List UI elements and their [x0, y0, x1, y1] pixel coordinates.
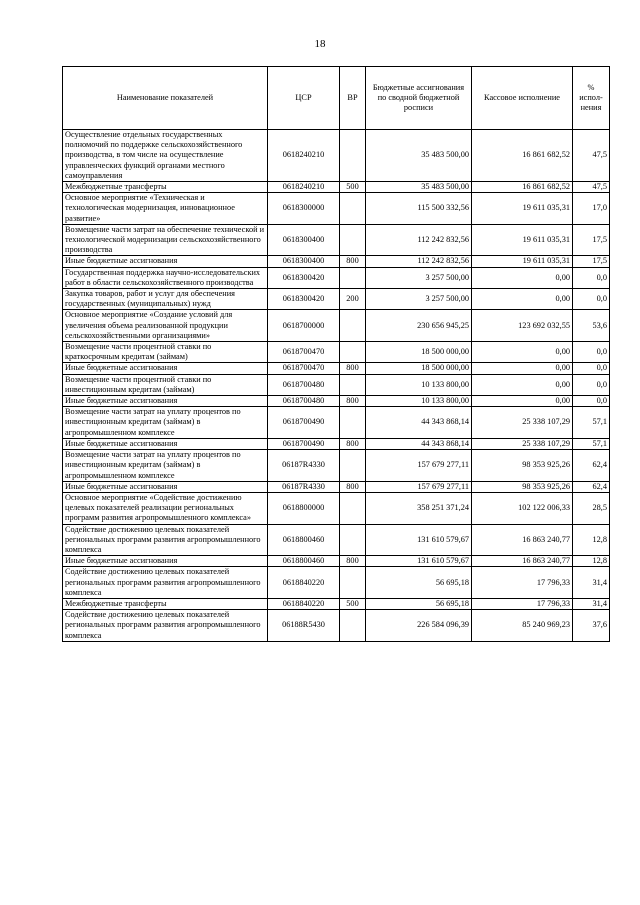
row-csr: 0618240210 [268, 130, 340, 182]
row-percent: 0,0 [573, 267, 610, 288]
header-cash: Кассовое исполнение [472, 67, 573, 130]
row-cash: 25 338 107,29 [472, 438, 573, 449]
row-cash: 0,00 [472, 289, 573, 310]
row-csr: 0618700470 [268, 363, 340, 374]
row-percent: 12,8 [573, 524, 610, 556]
row-budget: 56 695,18 [366, 567, 472, 599]
row-name: Возмещение части процентной ставки по краткосрочным кредитам (займам) [63, 342, 268, 363]
row-vr [340, 342, 366, 363]
row-name: Содействие достижению целевых показателей региональных программ развития агропромышленного комплекса [63, 524, 268, 556]
row-name: Содействие достижению целевых показателей региональных программ развития агропромышленного комплекса [63, 610, 268, 642]
row-percent: 31,4 [573, 598, 610, 609]
row-csr: 0618800460 [268, 556, 340, 567]
row-name: Иные бюджетные ассигнования [63, 556, 268, 567]
header-name: Наименование показателей [63, 67, 268, 130]
row-cash: 19 611 035,31 [472, 193, 573, 225]
table-row [63, 492, 610, 524]
row-name: Межбюджетные трансферты [63, 182, 268, 193]
row-percent: 0,0 [573, 396, 610, 407]
row-budget: 112 242 832,56 [366, 256, 472, 267]
row-cash: 16 861 682,52 [472, 182, 573, 193]
header-budget: Бюджетные ассигнования по сводной бюджетной росписи [366, 67, 472, 130]
row-cash: 0,00 [472, 396, 573, 407]
budget-execution-table [62, 66, 610, 642]
table-row [63, 224, 610, 256]
row-vr [340, 374, 366, 395]
table-row [63, 481, 610, 492]
row-name: Возмещение части затрат на уплату процентов по инвестиционным кредитам (займам) в агропромышленном комплексе [63, 407, 268, 439]
table-row [63, 610, 610, 642]
row-name: Содействие достижению целевых показателей региональных программ развития агропромышленного комплекса [63, 567, 268, 599]
row-percent: 47,5 [573, 182, 610, 193]
row-csr: 0618700470 [268, 342, 340, 363]
header-csr: ЦСР [268, 67, 340, 130]
row-cash: 123 692 032,55 [472, 310, 573, 342]
row-name: Осуществление отдельных государственных полномочий по поддержке сельскохозяйственного производства, в том числе на осуществление управленческих функций органами местного самоуправления [63, 130, 268, 182]
table-body [63, 130, 610, 642]
row-budget: 10 133 800,00 [366, 396, 472, 407]
table-row [63, 598, 610, 609]
row-vr: 800 [340, 438, 366, 449]
row-csr: 0618300400 [268, 256, 340, 267]
row-percent: 28,5 [573, 492, 610, 524]
row-vr [340, 567, 366, 599]
row-budget: 44 343 868,14 [366, 407, 472, 439]
row-percent: 17,0 [573, 193, 610, 225]
row-budget: 112 242 832,56 [366, 224, 472, 256]
table-row [63, 267, 610, 288]
row-budget: 56 695,18 [366, 598, 472, 609]
row-cash: 0,00 [472, 342, 573, 363]
row-csr: 0618300000 [268, 193, 340, 225]
row-vr [340, 267, 366, 288]
row-cash: 17 796,33 [472, 567, 573, 599]
row-budget: 115 500 332,56 [366, 193, 472, 225]
row-percent: 57,1 [573, 438, 610, 449]
row-name: Иные бюджетные ассигнования [63, 256, 268, 267]
row-budget: 10 133 800,00 [366, 374, 472, 395]
table-row [63, 289, 610, 310]
row-name: Государственная поддержка научно-исследовательских работ в области сельскохозяйственного производства [63, 267, 268, 288]
table-row [63, 310, 610, 342]
row-vr: 800 [340, 363, 366, 374]
row-percent: 17,5 [573, 256, 610, 267]
row-name: Иные бюджетные ассигнования [63, 481, 268, 492]
table-row [63, 363, 610, 374]
page-number: 18 [314, 38, 326, 50]
row-cash: 85 240 969,23 [472, 610, 573, 642]
row-name: Возмещение части процентной ставки по инвестиционным кредитам (займам) [63, 374, 268, 395]
row-budget: 35 483 500,00 [366, 182, 472, 193]
row-budget: 230 656 945,25 [366, 310, 472, 342]
row-cash: 0,00 [472, 363, 573, 374]
row-vr: 800 [340, 256, 366, 267]
row-percent: 31,4 [573, 567, 610, 599]
row-name: Основное мероприятие «Создание условий для увеличения объема реализованной продукции сельскохозяйственными организациями» [63, 310, 268, 342]
row-name: Иные бюджетные ассигнования [63, 363, 268, 374]
table-row [63, 438, 610, 449]
row-cash: 16 861 682,52 [472, 130, 573, 182]
table-row [63, 130, 610, 182]
row-budget: 131 610 579,67 [366, 524, 472, 556]
row-name: Возмещение части затрат на обеспечение технической и технологической модернизации сельскохозяйственного производства [63, 224, 268, 256]
header-percent: % испол-нения [573, 67, 610, 130]
row-vr: 200 [340, 289, 366, 310]
row-percent: 0,0 [573, 342, 610, 363]
row-cash: 0,00 [472, 374, 573, 395]
table-header [63, 67, 610, 130]
table-row [63, 556, 610, 567]
row-vr [340, 407, 366, 439]
row-name: Закупка товаров, работ и услуг для обеспечения государственных (муниципальных) нужд [63, 289, 268, 310]
row-cash: 16 863 240,77 [472, 556, 573, 567]
row-cash: 19 611 035,31 [472, 224, 573, 256]
row-vr [340, 130, 366, 182]
row-name: Иные бюджетные ассигнования [63, 438, 268, 449]
row-percent: 62,4 [573, 450, 610, 482]
row-csr: 0618700490 [268, 407, 340, 439]
header-vr: ВР [340, 67, 366, 130]
row-vr: 500 [340, 182, 366, 193]
row-csr: 0618840220 [268, 567, 340, 599]
row-percent: 62,4 [573, 481, 610, 492]
row-csr: 0618840220 [268, 598, 340, 609]
row-budget: 3 257 500,00 [366, 267, 472, 288]
row-vr [340, 450, 366, 482]
row-csr: 0618700480 [268, 374, 340, 395]
row-csr: 0618300420 [268, 289, 340, 310]
row-vr [340, 492, 366, 524]
row-budget: 18 500 000,00 [366, 342, 472, 363]
row-csr: 0618700000 [268, 310, 340, 342]
row-percent: 12,8 [573, 556, 610, 567]
row-csr: 0618800000 [268, 492, 340, 524]
row-csr: 0618700490 [268, 438, 340, 449]
row-csr: 06188R5430 [268, 610, 340, 642]
row-vr: 500 [340, 598, 366, 609]
row-csr: 06187R4330 [268, 481, 340, 492]
table-row [63, 524, 610, 556]
table-row [63, 396, 610, 407]
header-row [63, 67, 610, 130]
row-cash: 98 353 925,26 [472, 481, 573, 492]
row-csr: 0618800460 [268, 524, 340, 556]
row-budget: 3 257 500,00 [366, 289, 472, 310]
table-row [63, 182, 610, 193]
table-row [63, 374, 610, 395]
row-cash: 0,00 [472, 267, 573, 288]
table-row [63, 342, 610, 363]
row-percent: 37,6 [573, 610, 610, 642]
row-budget: 358 251 371,24 [366, 492, 472, 524]
row-budget: 157 679 277,11 [366, 481, 472, 492]
row-cash: 17 796,33 [472, 598, 573, 609]
row-percent: 0,0 [573, 363, 610, 374]
row-cash: 98 353 925,26 [472, 450, 573, 482]
row-csr: 0618300420 [268, 267, 340, 288]
row-cash: 25 338 107,29 [472, 407, 573, 439]
row-csr: 0618240210 [268, 182, 340, 193]
row-budget: 18 500 000,00 [366, 363, 472, 374]
row-budget: 226 584 096,39 [366, 610, 472, 642]
row-name: Основное мероприятие «Содействие достижению целевых показателей реализации региональных программ развития агропромышленного комплекса» [63, 492, 268, 524]
row-name: Основное мероприятие «Техническая и технологическая модернизация, инновационное развитие» [63, 193, 268, 225]
row-vr: 800 [340, 481, 366, 492]
row-cash: 102 122 006,33 [472, 492, 573, 524]
row-budget: 44 343 868,14 [366, 438, 472, 449]
row-vr [340, 610, 366, 642]
row-csr: 0618700480 [268, 396, 340, 407]
row-budget: 157 679 277,11 [366, 450, 472, 482]
row-vr: 800 [340, 556, 366, 567]
row-budget: 131 610 579,67 [366, 556, 472, 567]
row-percent: 57,1 [573, 407, 610, 439]
table-row [63, 256, 610, 267]
row-csr: 06187R4330 [268, 450, 340, 482]
table-row [63, 567, 610, 599]
row-percent: 53,6 [573, 310, 610, 342]
row-percent: 0,0 [573, 374, 610, 395]
table-row [63, 407, 610, 439]
row-name: Межбюджетные трансферты [63, 598, 268, 609]
row-percent: 0,0 [573, 289, 610, 310]
row-vr [340, 310, 366, 342]
row-cash: 16 863 240,77 [472, 524, 573, 556]
row-vr: 800 [340, 396, 366, 407]
row-percent: 47,5 [573, 130, 610, 182]
row-vr [340, 524, 366, 556]
table-row [63, 193, 610, 225]
row-vr [340, 224, 366, 256]
row-name: Возмещение части затрат на уплату процентов по инвестиционным кредитам (займам) в агропромышленном комплексе [63, 450, 268, 482]
table-row [63, 450, 610, 482]
row-name: Иные бюджетные ассигнования [63, 396, 268, 407]
row-percent: 17,5 [573, 224, 610, 256]
row-budget: 35 483 500,00 [366, 130, 472, 182]
row-cash: 19 611 035,31 [472, 256, 573, 267]
row-vr [340, 193, 366, 225]
row-csr: 0618300400 [268, 224, 340, 256]
